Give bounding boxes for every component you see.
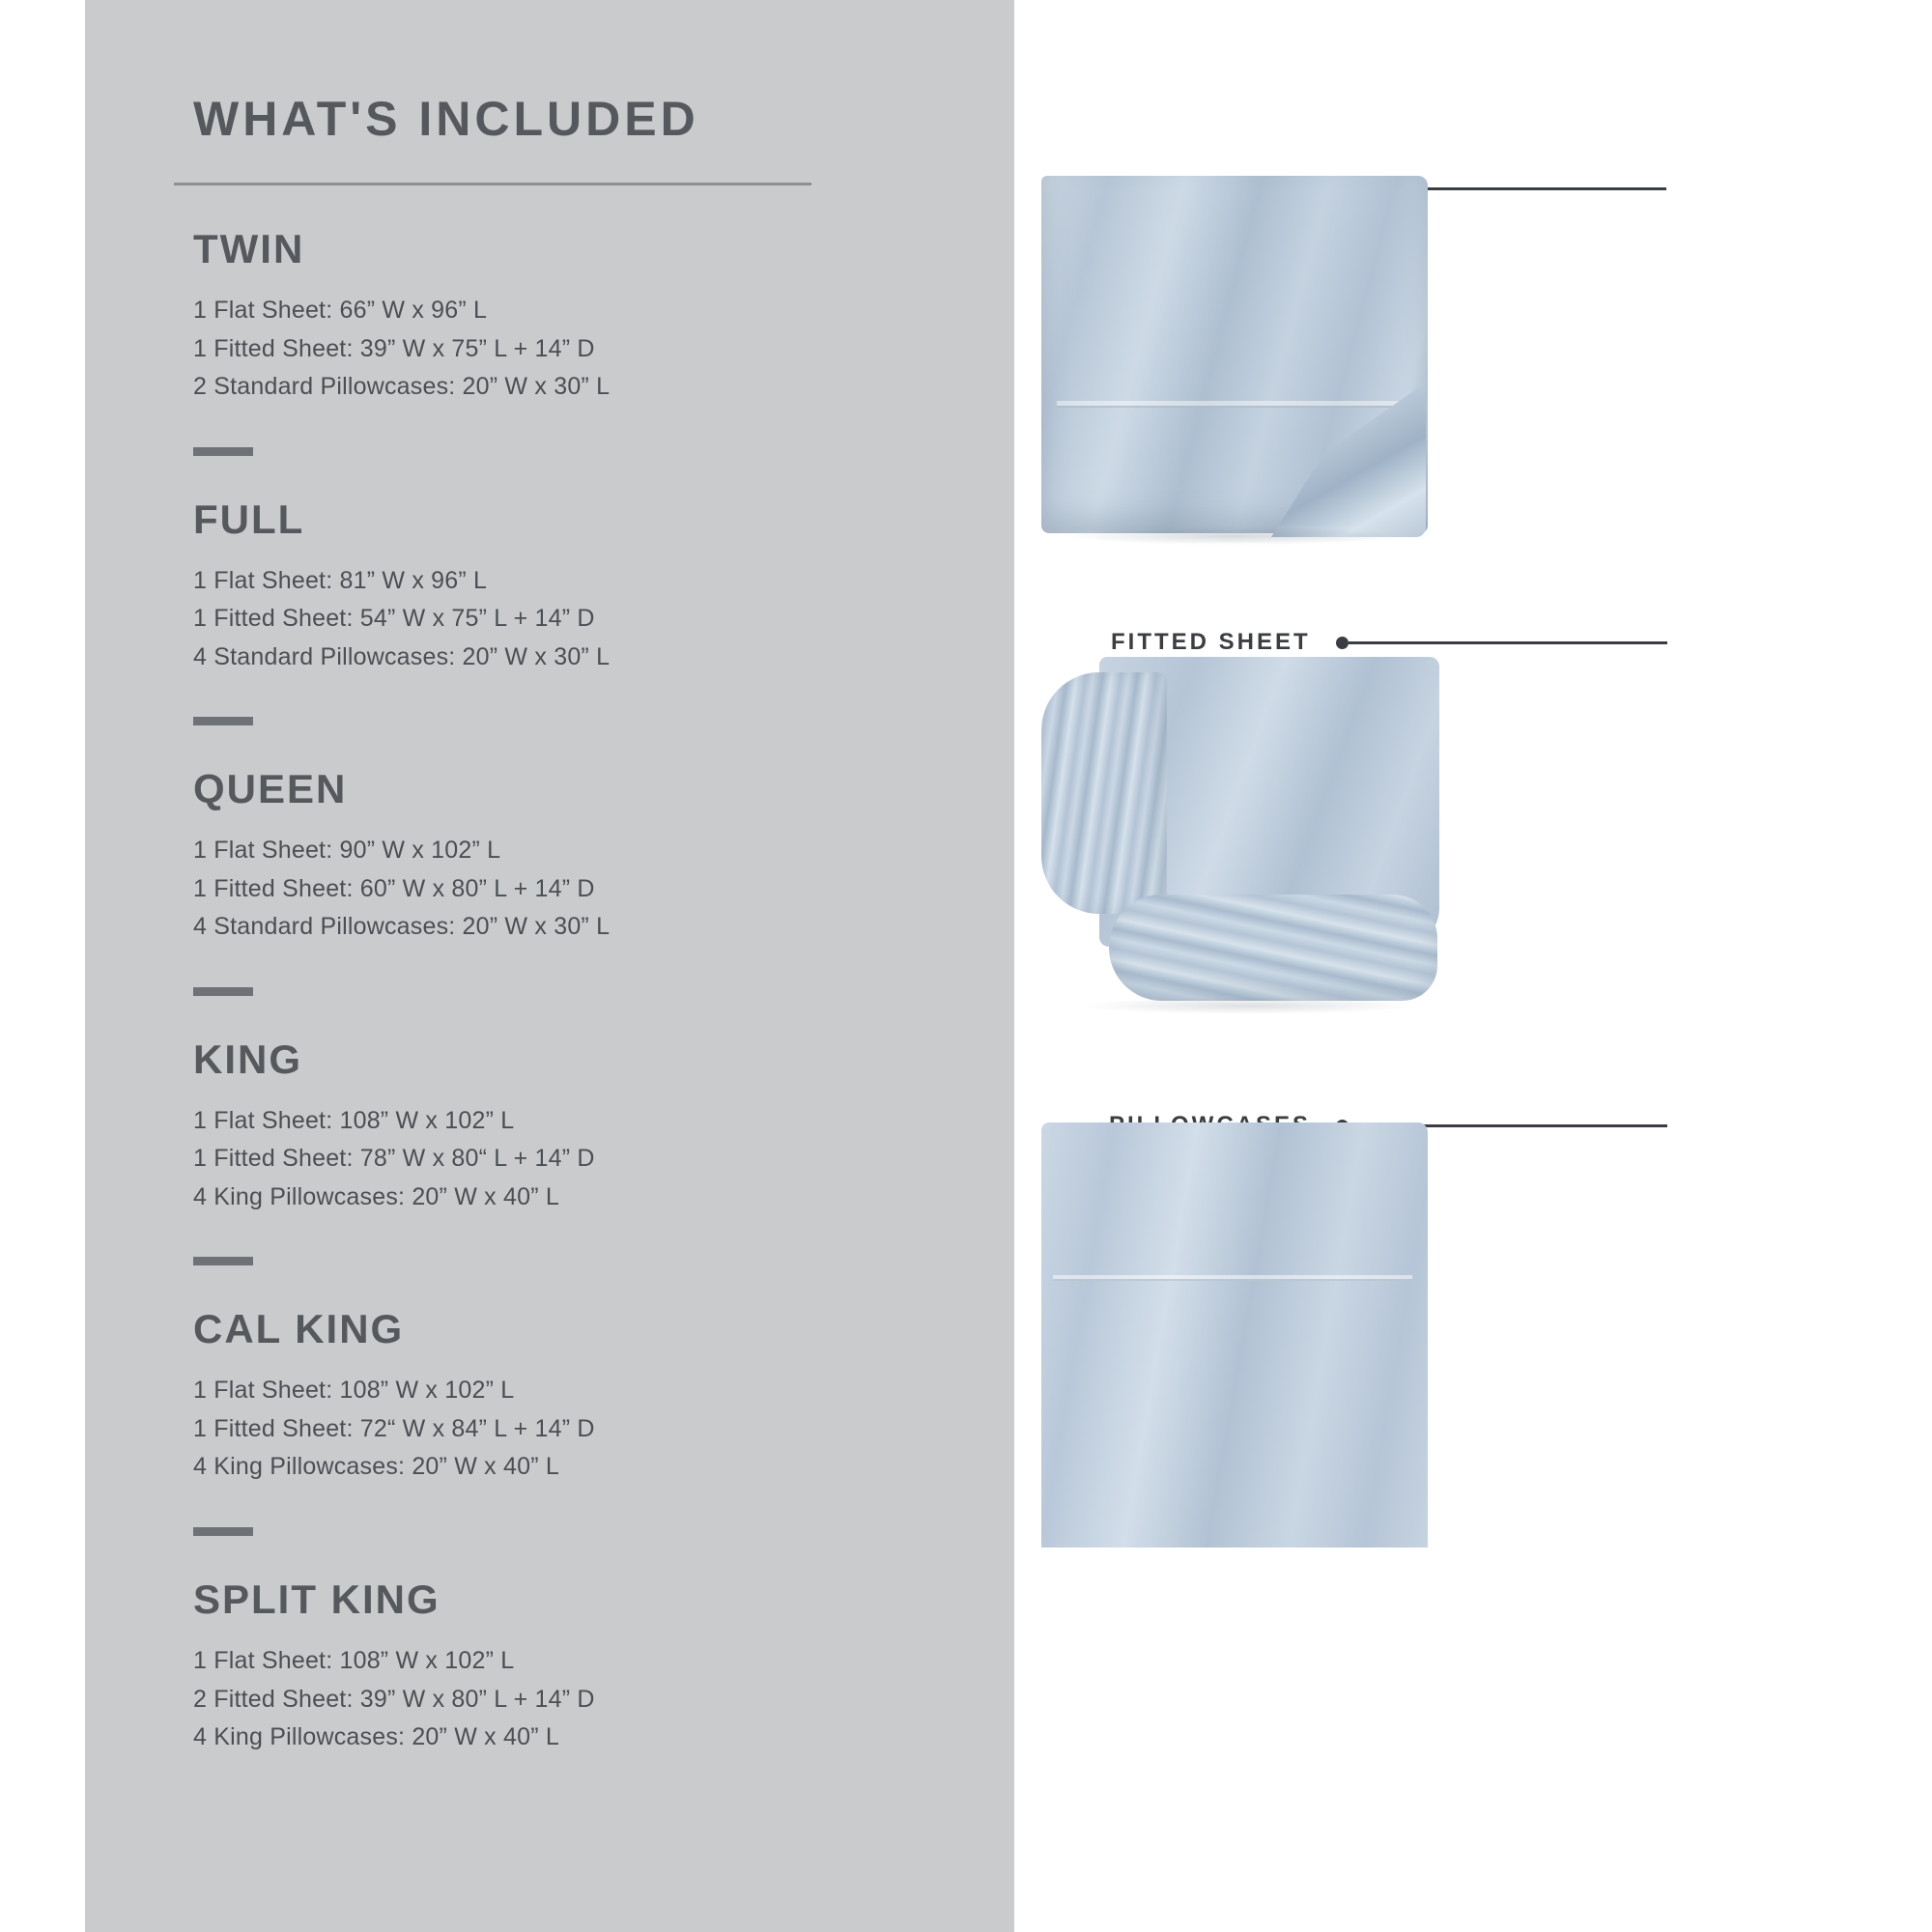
- size-name: KING: [193, 1036, 302, 1082]
- section-divider: [193, 447, 253, 456]
- size-block-split-king: [193, 1578, 908, 1757]
- product-image-column: [1014, 0, 1932, 1932]
- title-divider: [174, 183, 811, 185]
- pillowcase-hem: [1053, 1275, 1412, 1281]
- size-line: 2 Standard Pillowcases: 20” W x 30” L: [193, 373, 611, 401]
- size-name: TWIN: [193, 226, 305, 271]
- size-line: 4 King Pillowcases: 20” W x 40” L: [193, 1182, 559, 1210]
- size-line: 1 Flat Sheet: 108” W x 102” L: [193, 1106, 515, 1134]
- flat-sheet-shadow: [1065, 527, 1405, 545]
- size-line: 1 Fitted Sheet: 54” W x 75” L + 14” D: [193, 605, 595, 633]
- pillowcase-folded-stack: [1041, 1122, 1428, 1548]
- size-line: 1 Fitted Sheet: 72“ W x 84” L + 14” D: [193, 1414, 595, 1442]
- size-line: 1 Fitted Sheet: 60” W x 80” L + 14” D: [193, 874, 595, 902]
- pillowcases-image: [1041, 1122, 1428, 1548]
- fitted-sheet-elastic-gather-bottom: [1109, 895, 1437, 1001]
- page-title: WHAT'S INCLUDED: [193, 92, 699, 146]
- flat-sheet-image: [1041, 176, 1428, 533]
- section-divider: [193, 1257, 253, 1265]
- callout-label: FITTED SHEET: [1111, 629, 1311, 655]
- whats-included-panel: [85, 0, 1014, 1932]
- size-line: 1 Flat Sheet: 90” W x 102” L: [193, 837, 501, 865]
- size-line: 4 King Pillowcases: 20” W x 40” L: [193, 1453, 559, 1481]
- size-line: 4 Standard Pillowcases: 20” W x 30” L: [193, 913, 611, 941]
- size-block-king: [193, 1038, 908, 1217]
- flat-sheet-hem: [1057, 401, 1405, 408]
- fitted-sheet-elastic-gather-left: [1041, 672, 1167, 914]
- size-name: FULL: [193, 496, 305, 542]
- fitted-sheet-shadow: [1082, 997, 1414, 1014]
- size-block-cal-king: [193, 1308, 908, 1487]
- size-line: 1 Flat Sheet: 108” W x 102” L: [193, 1377, 515, 1405]
- size-block-full: [193, 498, 908, 677]
- section-divider: [193, 1527, 253, 1536]
- section-divider: [193, 717, 253, 725]
- fitted-sheet-image: [1041, 638, 1447, 1014]
- size-name: CAL KING: [193, 1306, 405, 1352]
- panel-content: [193, 93, 908, 1757]
- size-line: 1 Flat Sheet: 66” W x 96” L: [193, 297, 488, 325]
- size-line: 1 Fitted Sheet: 78” W x 80“ L + 14” D: [193, 1145, 595, 1173]
- size-block-twin: [193, 228, 908, 407]
- size-name: QUEEN: [193, 766, 348, 812]
- size-line: 2 Fitted Sheet: 39” W x 80” L + 14” D: [193, 1685, 595, 1713]
- size-line: 1 Flat Sheet: 81” W x 96” L: [193, 566, 488, 594]
- size-line: 1 Flat Sheet: 108” W x 102” L: [193, 1647, 515, 1675]
- size-name: SPLIT KING: [193, 1576, 440, 1622]
- size-block-queen: [193, 768, 908, 947]
- section-divider: [193, 987, 253, 996]
- size-line: 1 Fitted Sheet: 39” W x 75” L + 14” D: [193, 334, 595, 362]
- size-line: 4 King Pillowcases: 20” W x 40” L: [193, 1723, 559, 1751]
- size-line: 4 Standard Pillowcases: 20” W x 30” L: [193, 642, 611, 670]
